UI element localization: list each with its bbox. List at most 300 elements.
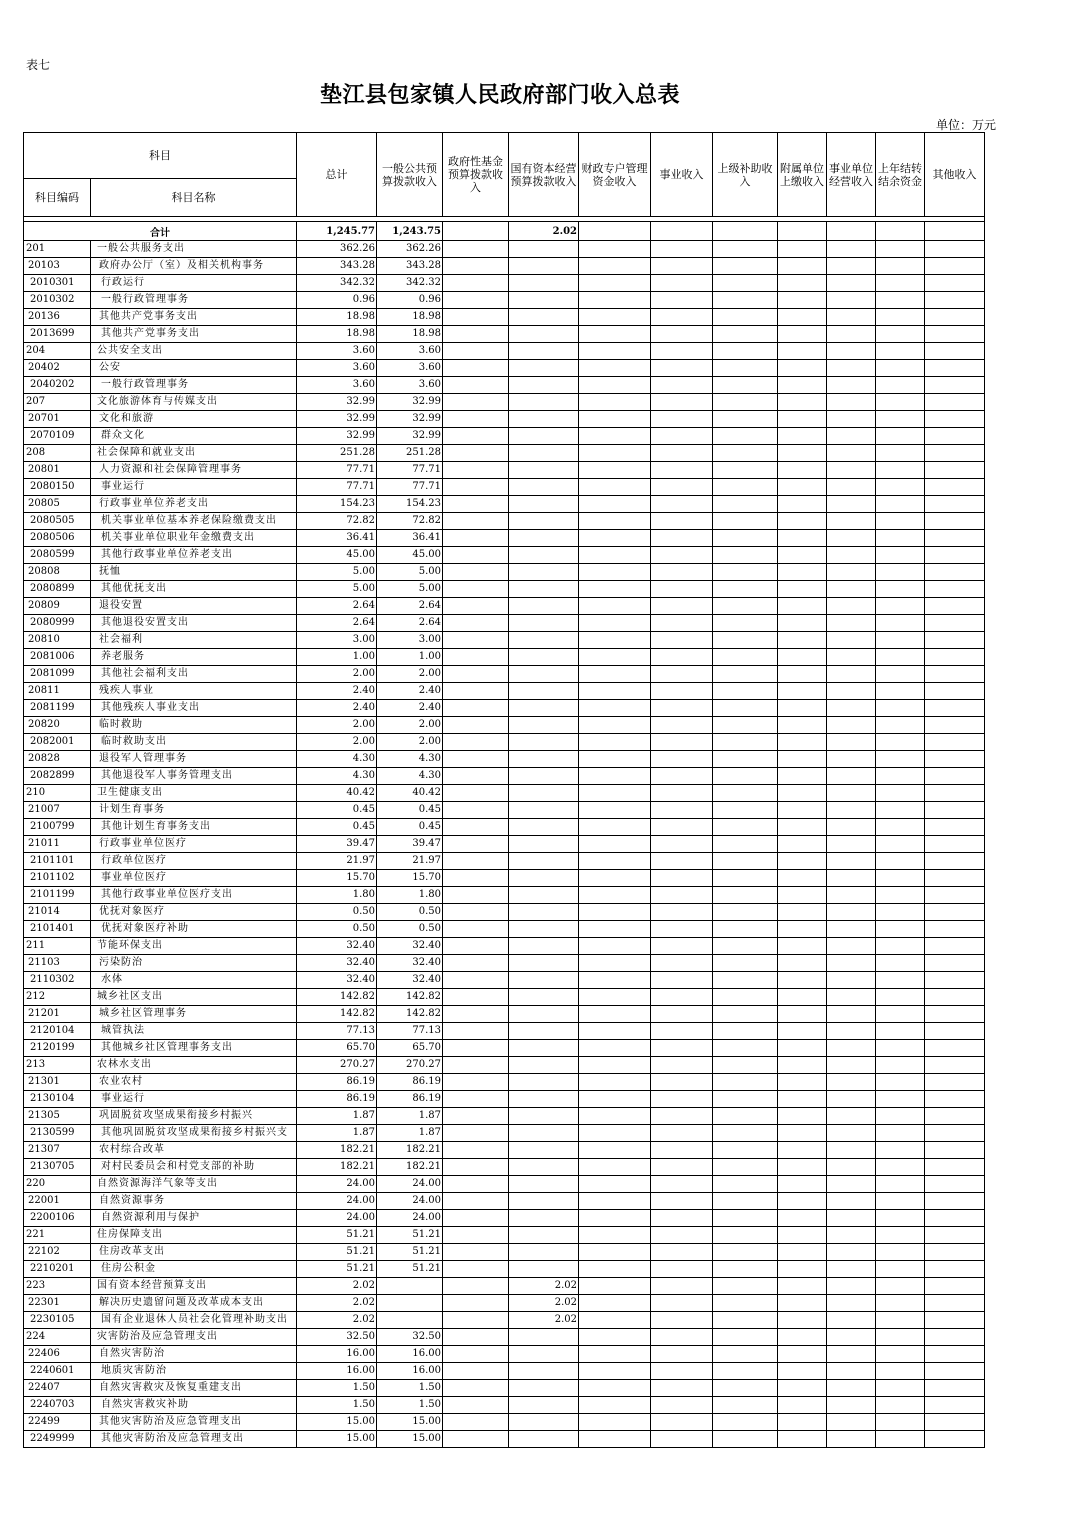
row-general-budget: 182.21 [377,1159,443,1176]
row-name: 其他退役军人事务管理支出 [91,768,297,785]
row-general-budget: 3.60 [377,360,443,377]
row-total: 4.30 [297,751,377,768]
fiscal-special-header: 财政专户管理资金收入 [579,133,651,217]
row-code: 2101101 [24,853,91,870]
table-row [24,1244,985,1261]
row-state-capital [509,734,579,751]
row-name: 国有资本经营预算支出 [91,1278,297,1295]
table-row [24,938,985,955]
row-name: 事业运行 [91,1091,297,1108]
table-number-label: 表七 [26,58,51,72]
row-general-budget: 77.71 [377,479,443,496]
row-name: 群众文化 [91,428,297,445]
row-total: 77.71 [297,479,377,496]
row-name: 解决历史遗留问题及改革成本支出 [91,1295,297,1312]
row-total: 3.60 [297,343,377,360]
row-total: 51.21 [297,1244,377,1261]
row-code: 2080599 [24,547,91,564]
row-state-capital [509,377,579,394]
row-state-capital [509,887,579,904]
table-row [24,445,985,462]
table-row [24,768,985,785]
row-total: 24.00 [297,1176,377,1193]
table-row [24,1142,985,1159]
row-state-capital [509,530,579,547]
row-state-capital [509,666,579,683]
row-code: 2120199 [24,1040,91,1057]
table-row [24,1414,985,1431]
row-total: 342.32 [297,275,377,292]
row-name: 自然资源海洋气象等支出 [91,1176,297,1193]
row-name: 临时救助支出 [91,734,297,751]
row-code: 224 [24,1329,91,1346]
table-row [24,870,985,887]
row-total: 18.98 [297,326,377,343]
row-name: 抚恤 [91,564,297,581]
row-code: 223 [24,1278,91,1295]
row-total: 15.00 [297,1414,377,1431]
row-total: 0.45 [297,819,377,836]
row-code: 20701 [24,411,91,428]
row-state-capital [509,1091,579,1108]
table-row [24,377,985,394]
table-row [24,853,985,870]
row-state-capital [509,1006,579,1023]
row-name: 其他残疾人事业支出 [91,700,297,717]
row-general-budget: 154.23 [377,496,443,513]
row-code: 20402 [24,360,91,377]
summary-total: 1,245.77 [297,222,377,241]
row-code: 2200106 [24,1210,91,1227]
row-name: 残疾人事业 [91,683,297,700]
row-total: 24.00 [297,1193,377,1210]
row-general-budget: 65.70 [377,1040,443,1057]
row-general-budget: 36.41 [377,530,443,547]
row-code: 21305 [24,1108,91,1125]
row-state-capital [509,1261,579,1278]
row-general-budget: 32.40 [377,972,443,989]
row-code: 212 [24,989,91,1006]
row-name: 住房保障支出 [91,1227,297,1244]
row-total: 182.21 [297,1142,377,1159]
row-general-budget: 16.00 [377,1363,443,1380]
row-total: 1.00 [297,649,377,666]
row-name: 机关事业单位职业年金缴费支出 [91,530,297,547]
row-total: 86.19 [297,1091,377,1108]
table-row [24,751,985,768]
row-name: 其他计划生育事务支出 [91,819,297,836]
row-name: 住房改革支出 [91,1244,297,1261]
row-general-budget: 51.21 [377,1227,443,1244]
table-row [24,785,985,802]
row-total: 1.50 [297,1397,377,1414]
row-state-capital [509,836,579,853]
row-name: 节能环保支出 [91,938,297,955]
row-state-capital [509,1329,579,1346]
row-code: 213 [24,1057,91,1074]
row-general-budget: 5.00 [377,564,443,581]
table-row [24,326,985,343]
row-total: 21.97 [297,853,377,870]
row-name: 事业单位医疗 [91,870,297,887]
row-code: 22001 [24,1193,91,1210]
row-state-capital [509,1431,579,1448]
row-name: 公安 [91,360,297,377]
summary-state-capital: 2.02 [509,222,579,241]
row-general-budget: 1.50 [377,1380,443,1397]
affiliated-header: 附属单位上缴收入 [778,133,827,217]
row-state-capital [509,819,579,836]
row-name: 自然资源利用与保护 [91,1210,297,1227]
row-code: 2240703 [24,1397,91,1414]
row-total: 154.23 [297,496,377,513]
summary-general-budget: 1,243.75 [377,222,443,241]
table-row [24,615,985,632]
row-name: 行政事业单位养老支出 [91,496,297,513]
row-total: 343.28 [297,258,377,275]
row-name: 其他灾害防治及应急管理支出 [91,1414,297,1431]
row-total: 32.99 [297,428,377,445]
row-name: 自然灾害防治 [91,1346,297,1363]
row-code: 2010302 [24,292,91,309]
row-general-budget: 77.13 [377,1023,443,1040]
row-general-budget: 24.00 [377,1210,443,1227]
row-code: 21014 [24,904,91,921]
row-code: 20820 [24,717,91,734]
row-name: 社会保障和就业支出 [91,445,297,462]
row-total: 32.99 [297,411,377,428]
row-code: 2080505 [24,513,91,530]
row-name: 其他退役安置支出 [91,615,297,632]
row-general-budget: 32.99 [377,428,443,445]
row-code: 2082001 [24,734,91,751]
row-total: 15.00 [297,1431,377,1448]
row-general-budget: 142.82 [377,989,443,1006]
row-general-budget: 32.40 [377,955,443,972]
row-name: 优抚对象医疗 [91,904,297,921]
row-total: 32.40 [297,972,377,989]
row-name: 一般行政管理事务 [91,377,297,394]
table-row [24,802,985,819]
row-name: 其他灾害防治及应急管理支出 [91,1431,297,1448]
row-general-budget: 24.00 [377,1176,443,1193]
table-row [24,1125,985,1142]
row-name: 退役军人管理事务 [91,751,297,768]
table-row [24,1380,985,1397]
table-row [24,1074,985,1091]
row-code: 208 [24,445,91,462]
row-state-capital [509,751,579,768]
table-row [24,1159,985,1176]
page-title: 垫江县包家镇人民政府部门收入总表 [319,82,680,108]
row-total: 251.28 [297,445,377,462]
table-row [24,955,985,972]
row-name: 事业运行 [91,479,297,496]
row-state-capital [509,1397,579,1414]
row-state-capital [509,581,579,598]
row-name: 自然资源事务 [91,1193,297,1210]
row-general-budget: 362.26 [377,241,443,258]
row-state-capital [509,360,579,377]
row-code: 2101401 [24,921,91,938]
row-total: 362.26 [297,241,377,258]
row-code: 2082899 [24,768,91,785]
row-code: 2240601 [24,1363,91,1380]
row-state-capital [509,1108,579,1125]
row-total: 270.27 [297,1057,377,1074]
table-row [24,479,985,496]
row-name: 一般公共服务支出 [91,241,297,258]
row-total: 5.00 [297,581,377,598]
row-general-budget [377,1295,443,1312]
row-general-budget: 39.47 [377,836,443,853]
row-code: 221 [24,1227,91,1244]
row-state-capital [509,683,579,700]
row-general-budget: 1.87 [377,1125,443,1142]
row-general-budget: 2.00 [377,734,443,751]
table-row [24,411,985,428]
table-row [24,462,985,479]
row-total: 1.87 [297,1125,377,1142]
row-general-budget: 2.64 [377,598,443,615]
row-code: 2210201 [24,1261,91,1278]
state-capital-header: 国有资本经营预算拨款收入 [509,133,579,217]
row-state-capital [509,326,579,343]
table-row [24,428,985,445]
row-total: 32.99 [297,394,377,411]
row-state-capital [509,955,579,972]
table-row [24,734,985,751]
row-state-capital [509,1142,579,1159]
name-header: 科目名称 [91,179,297,217]
row-state-capital [509,785,579,802]
row-state-capital [509,1057,579,1074]
table-row [24,1312,985,1329]
row-general-budget: 2.64 [377,615,443,632]
row-state-capital [509,479,579,496]
row-total: 0.96 [297,292,377,309]
row-total: 32.50 [297,1329,377,1346]
row-total: 15.70 [297,870,377,887]
row-code: 2081006 [24,649,91,666]
row-state-capital [509,564,579,581]
table-row [24,666,985,683]
row-total: 2.02 [297,1295,377,1312]
row-total: 3.60 [297,360,377,377]
row-code: 2100799 [24,819,91,836]
row-state-capital [509,615,579,632]
row-name: 农林水支出 [91,1057,297,1074]
row-general-budget: 4.30 [377,768,443,785]
row-code: 20801 [24,462,91,479]
row-total: 51.21 [297,1261,377,1278]
row-code: 2130705 [24,1159,91,1176]
row-code: 22407 [24,1380,91,1397]
row-state-capital [509,1380,579,1397]
table-row [24,887,985,904]
row-state-capital [509,700,579,717]
row-code: 2080999 [24,615,91,632]
row-state-capital [509,241,579,258]
row-general-budget [377,1278,443,1295]
table-row [24,819,985,836]
row-total: 2.02 [297,1312,377,1329]
row-name: 其他行政事业单位医疗支出 [91,887,297,904]
row-name: 行政事业单位医疗 [91,836,297,853]
table-row [24,632,985,649]
row-name: 文化旅游体育与传媒支出 [91,394,297,411]
row-state-capital [509,1040,579,1057]
table-row [24,241,985,258]
table-body [24,217,985,1448]
table-row [24,513,985,530]
row-name: 其他社会福利支出 [91,666,297,683]
row-total: 142.82 [297,1006,377,1023]
row-name: 一般行政管理事务 [91,292,297,309]
row-total: 182.21 [297,1159,377,1176]
row-total: 39.47 [297,836,377,853]
row-code: 20811 [24,683,91,700]
row-general-budget: 342.32 [377,275,443,292]
code-header: 科目编码 [24,179,91,217]
row-name: 机关事业单位基本养老保险缴费支出 [91,513,297,530]
row-state-capital [509,938,579,955]
row-code: 2249999 [24,1431,91,1448]
row-total: 2.64 [297,598,377,615]
row-state-capital [509,1363,579,1380]
row-code: 20136 [24,309,91,326]
table-row [24,972,985,989]
row-general-budget: 0.45 [377,819,443,836]
row-general-budget: 1.80 [377,887,443,904]
table-row [24,1261,985,1278]
row-code: 20103 [24,258,91,275]
row-code: 22301 [24,1295,91,1312]
table-row [24,275,985,292]
row-general-budget: 51.21 [377,1261,443,1278]
operating-header: 事业单位经营收入 [827,133,876,217]
row-total: 86.19 [297,1074,377,1091]
row-state-capital [509,853,579,870]
row-name: 其他共产党事务支出 [91,309,297,326]
row-total: 142.82 [297,989,377,1006]
row-code: 22406 [24,1346,91,1363]
row-state-capital [509,1176,579,1193]
row-state-capital [509,462,579,479]
row-name: 行政运行 [91,275,297,292]
row-total: 18.98 [297,309,377,326]
row-name: 城乡社区管理事务 [91,1006,297,1023]
row-state-capital [509,428,579,445]
row-state-capital [509,547,579,564]
row-general-budget: 0.45 [377,802,443,819]
row-code: 2101199 [24,887,91,904]
table-row [24,1108,985,1125]
row-code: 20828 [24,751,91,768]
table-row [24,649,985,666]
row-general-budget: 1.87 [377,1108,443,1125]
row-code: 21007 [24,802,91,819]
row-general-budget: 142.82 [377,1006,443,1023]
row-name: 其他巩固脱贫攻坚成果衔接乡村振兴支 [91,1125,297,1142]
row-state-capital [509,989,579,1006]
row-state-capital [509,394,579,411]
row-state-capital [509,802,579,819]
row-general-budget: 0.50 [377,904,443,921]
row-name: 养老服务 [91,649,297,666]
row-general-budget: 3.60 [377,343,443,360]
row-code: 207 [24,394,91,411]
row-code: 20810 [24,632,91,649]
row-code: 22102 [24,1244,91,1261]
row-name: 计划生育事务 [91,802,297,819]
row-total: 2.40 [297,683,377,700]
row-general-budget: 2.40 [377,683,443,700]
table-row [24,989,985,1006]
row-state-capital [509,632,579,649]
row-total: 36.41 [297,530,377,547]
row-name: 城管执法 [91,1023,297,1040]
row-general-budget: 45.00 [377,547,443,564]
row-name: 对村民委员会和村党支部的补助 [91,1159,297,1176]
row-code: 20808 [24,564,91,581]
table-row [24,496,985,513]
table-row [24,921,985,938]
row-total: 3.00 [297,632,377,649]
row-state-capital [509,292,579,309]
row-code: 2080506 [24,530,91,547]
row-total: 0.50 [297,904,377,921]
table-row [24,598,985,615]
row-general-budget: 24.00 [377,1193,443,1210]
row-general-budget [377,1312,443,1329]
income-summary-table [23,132,985,1448]
row-name: 住房公积金 [91,1261,297,1278]
gov-fund-header: 政府性基金预算拨款收入 [443,133,509,217]
row-state-capital [509,1244,579,1261]
table-row [24,1227,985,1244]
summary-label: 合计 [24,222,297,241]
row-name: 国有企业退休人员社会化管理补助支出 [91,1312,297,1329]
row-name: 文化和旅游 [91,411,297,428]
row-code: 2080150 [24,479,91,496]
table-row [24,1278,985,1295]
row-code: 2081199 [24,700,91,717]
row-name: 水体 [91,972,297,989]
row-general-budget: 15.70 [377,870,443,887]
summary-row [24,222,985,241]
row-general-budget: 32.50 [377,1329,443,1346]
row-state-capital [509,717,579,734]
row-state-capital [509,411,579,428]
row-total: 32.40 [297,955,377,972]
row-total: 77.71 [297,462,377,479]
row-general-budget: 0.96 [377,292,443,309]
row-total: 4.30 [297,768,377,785]
row-total: 24.00 [297,1210,377,1227]
row-general-budget: 86.19 [377,1091,443,1108]
row-total: 3.60 [297,377,377,394]
superior-subsidy-header: 上级补助收入 [713,133,778,217]
row-total: 32.40 [297,938,377,955]
row-name: 城乡社区支出 [91,989,297,1006]
row-name: 自然灾害救灾及恢复重建支出 [91,1380,297,1397]
row-state-capital: 2.02 [509,1295,579,1312]
row-total: 51.21 [297,1227,377,1244]
table-row [24,309,985,326]
row-total: 2.00 [297,734,377,751]
row-state-capital: 2.02 [509,1278,579,1295]
